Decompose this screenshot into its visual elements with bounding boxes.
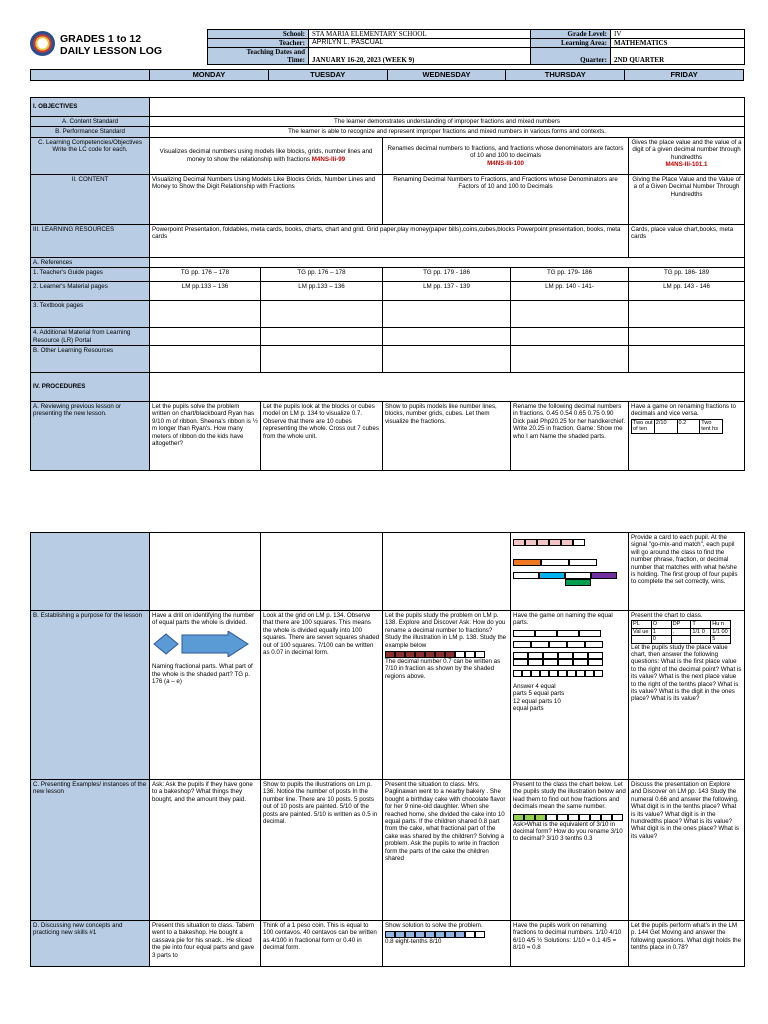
procedures-heading: IV. PROCEDURES	[31, 373, 150, 402]
review-monday: Let the pupils solve the problem written on chart/blackboard Ryan has 9/10 m of ribbon. Sheena's ribbon is ½ m longer than Ryan's. How many meters of ribbon do the kids have altogether?	[150, 402, 261, 471]
teacher-value: APRILYN L. PASCUAL	[309, 39, 531, 48]
discuss-thursday: Have the pupils work on renaming fractions to decimal numbers. 1/10 4/10 6/10 4/5 ½ Solutions: 1/10 = 0.1 4/5 = 8/10 = 0.8	[511, 921, 629, 967]
green-bar	[513, 579, 626, 586]
dates-value: JANUARY 16-20, 2023 (WEEK 9)	[309, 48, 531, 65]
resources-monday: Powerpoint Presentation, foldables, meta cards, books, charts, chart and grid. Grid paper,play money(paper bills),coins,cubes,blocks Powerpoint presentation, books, meta cards	[150, 224, 629, 257]
fri-continued: Provide a card to each pupil. At the signal "go-mix-and match", each pupil will go around the class to find the number phrase, fraction, or decimal number that matches with what he/she is holding. The first group of four pupils to complete the set correctly, wins.	[629, 533, 745, 611]
game-shaded-parts	[511, 533, 629, 611]
resources-friday: Cards, place value chart,books, meta cards	[629, 224, 745, 257]
lm-wednesday: LM pp. 137 - 139	[383, 282, 511, 301]
lc-friday: Gives the place value and the value of a digit of a given decimal number through hundredths M4NS-IIi-101.1	[629, 137, 745, 174]
purpose-tuesday: Look at the grid on LM p. 134. Observe that there are 100 squares. This means the whole is divided equally into 100 squares. There are seven squares shaded out of 100 squares. 7/100 can be written as 0.07 in decimal form.	[261, 611, 383, 780]
purpose-wednesday: Let the pupils study the problem on LM p. 138. Explore and Discover Ask: How do you rename a decimal number to fractions? Study the illustration in LM p. 138. Study the example below The decimal number 0.7 can be written as 7/10 in fraction as shown by the shaded regions above.	[383, 611, 511, 780]
pink-bar	[513, 539, 626, 546]
purpose-thursday: Have the game on naming the equal parts. Answer 4 equal parts 5 equal parts 12 equal parts 10 equal parts	[511, 611, 629, 780]
lm-monday: LM pp.133 – 136	[150, 282, 261, 301]
area-value: MATHEMATICS	[611, 39, 745, 48]
diamond-arrow-shape	[152, 631, 252, 657]
review-friday: Have a game on renaming fractions to decimals and vice versa. Two out of ten 2/10 0.2 Two tent hs	[629, 402, 745, 471]
eight-tenths-strip	[385, 931, 508, 938]
day-monday: MONDAY	[150, 70, 269, 81]
lc-monday: Visualizes decimal numbers using models like blocks, grids, number lines and money to show the relationship with fractions M4NS-IIi-99	[150, 137, 383, 174]
discuss-friday: Let the pupils perform what's in the LM p. 144 Get Moving and answer the following questions. What digit holds the tenths place in 0.78?	[629, 921, 745, 967]
school-value: STA MARIA ELEMENTARY SCHOOL	[309, 30, 531, 39]
tenths-strip	[385, 651, 508, 658]
colored-bar	[513, 572, 626, 579]
purpose-friday: Present the chart to class. PL O DP T Hu n Val ue 1 . 1/1 0 1/1 00 0 5 Let the pupils study the place value chart, then answer the following questions: What is the first place value to the right of the decimal point? What is its value? What is the next place value to the right of the tenths place? What is its value? What is the digit in the ones place? What is its value?	[629, 611, 745, 780]
deped-seal-icon	[30, 31, 55, 56]
discuss-monday: Present this situation to class. Tabern went to a bakeshop. He bought a cassava pie for his snack.. He sliced the pie into four equal parts and gave 3 parts to	[150, 921, 261, 967]
content-friday: Giving the Place Value and the Value of a of a Given Decimal Number Through Hundredths	[629, 174, 745, 224]
objectives-heading: I. OBJECTIVES	[31, 98, 150, 117]
tg-monday: TG pp. 176 – 178	[150, 268, 261, 282]
purpose-monday: Have a drill on identifying the number of equal parts the whole is divided. Naming fractional parts. What part of the whole is the shaded part? TG p. 176 (a – e)	[150, 611, 261, 780]
review-tuesday: Let the pupils look at the blocks or cubes model on LM p. 134 to visualize 0.7. Observe that there are 10 cubes representing the whole. Cross out 7 cubes from the whole unit.	[261, 402, 383, 471]
lc-wednesday: Renames decimal numbers to fractions, and fractions whose denominators are factors of 10 and 100 to decimals M4NS-IIi-100	[383, 137, 629, 174]
review-wednesday: Show to pupils models like number lines, blocks, number grids, cubes. Let them visualize the fractions.	[383, 402, 511, 471]
lm-tuesday: LM pp.133 – 136	[261, 282, 383, 301]
examples-monday: Ask: Ask the pupils if they have gone to a bakeshop? What things they bought, and the amount they paid.	[150, 780, 261, 921]
content-standard: The learner demonstrates understanding of improper fractions and mixed numbers	[150, 117, 745, 127]
lm-thursday: LM pp. 140 - 141-	[511, 282, 629, 301]
day-wednesday: WEDNESDAY	[387, 70, 506, 81]
form-title: GRADES 1 to 12 DAILY LESSON LOG	[60, 33, 163, 57]
header-info-table: School: STA MARIA ELEMENTARY SCHOOL Grade Level: IV Teacher: APRILYN L. PASCUAL Learning Area: MATHEMATICS Teaching Dates and Time: JANUARY 16-20, 2023 (WEEK 9) Quarter: 2ND QUARTER	[207, 29, 745, 65]
grade-value: IV	[611, 30, 745, 39]
equal-parts-10	[513, 670, 626, 677]
three-tenths-strip	[513, 814, 626, 821]
examples-tuesday: Show to pupils the illustrations on Lm p. 136. Notice the number of posts In the number line. There are 10 posts. 5 posts out of 10 posts are painted. 5/10 of the posts are painted. 5/10 is written as 0.5 in decimal.	[261, 780, 383, 921]
lesson-log-table-page1: I. OBJECTIVES A. Content Standard The learner demonstrates understanding of improper fractions and mixed numbers B. Performance Standard The learner is able to recognize and represent improper fractions and mixed numbers in various forms and contexts. C. Learning Competencies/Objectives Write the LC code for each. Visualizes decimal numbers using models like blocks, grids, number lines and money to show the relationship with fractions M4NS-IIi-99 Renames decimal numbers to fractions, and fractions whose denominators are factors of 10 and 100 to decimals M4NS-IIi-100 Gives the place value and the value of a digit of a given decimal number through hundredths M4NS-IIi-101.1 II. CONTENT Visualizing Decimal Numbers Using Models Like Blocks Grids, Number Lines and Money to Show the Digit Relationship with Fractions Renaming Decimal Numbers to Fractions, and Fractions whose Denominators are Factors of 10 and 100 to Decimals Giving the Place Value and the Value of a of a Given Decimal Number Through Hundredths III. LEARNING RESOURCES Powerpoint Presentation, foldables, meta cards, books, charts, chart and grid. Grid paper,play money(paper bills),coins,cubes,blocks Powerpoint presentation, books, meta cards Cards, place value chart,books, meta cards A. References 1. Teacher's Guide pages TG pp. 176 – 178 TG pp. 176 – 178 TG pp. 179 - 186 TG pp. 179- 186 TG pp. 186- 189 2. Learner's Material pages LM pp.133 – 136 LM pp.133 – 136 LM pp. 137 - 139 LM pp. 140 - 141- LM pp. 143 - 146 3. Textbook pages 4. Additional Material from Learning Resource (LR) Portal B. Other Learning Resources IV. PROCEDURES A. Reviewing previous lesson or presenting the new lesson. Let the pupils solve the problem written on chart/blackboard Ryan has 9/10 m of ribbon. Sheena's ribbon is ½ m longer than Ryan's. How many meters of ribbon do the kids have altogether? Let the pupils look at the blocks or cubes model on LM p. 134 to visualize 0.7. Observe that there are 10 cubes representing the whole. Cross out 7 cubes from the whole unit. Show to pupils models like number lines, blocks, number grids, cubes. Let them visualize the fractions. Rename the following decimal numbers in fractions. 0.45 0.54 0.65 0.75 0.90 Dick paid Php20.25 for her handkerchief. Write 20.25 in fraction. Game: Show me who I am Name the shaded parts. Have a game on renaming fractions to decimals and vice versa. Two out of ten 2/10 0.2 Two tent hs	[30, 97, 745, 471]
discuss-wednesday: Show solution to solve the problem. 0.8 eight-tenths 8/10	[383, 921, 511, 967]
day-tuesday: TUESDAY	[268, 70, 387, 81]
discuss-tuesday: Think of a 1 peso coin. This is equal to 100 centavos. 40 centavos can be written as 4/100 in fractional form or 0.40 in decimal form.	[261, 921, 383, 967]
review-friday-table: Two out of ten 2/10 0.2 Two tent hs	[631, 419, 723, 434]
equal-parts-5	[513, 641, 626, 648]
lesson-log-table-page2: Provide a card to each pupil. At the signal "go-mix-and match", each pupil will go around the class to find the number phrase, fraction, or decimal number that matches with what he/she is holding. The first group of four pupils to complete the set correctly, wins. B. Establishing a purpose for the lesson Have a drill on identifying the number of equal parts the whole is divided. Naming fractional parts. What part of the whole is the shaded part? TG p. 176 (a – e) Look at the grid on LM p. 134. Observe that there are 100 squares. This means the whole is divided equally into 100 squares. There are seven squares shaded out of 100 squares. 7/100 can be written as 0.07 in decimal form. Let the pupils study the problem on LM p. 138. Explore and Discover Ask: How do you rename a decimal number to fractions? Study the illustration in LM p. 138. Study the example below The decimal number 0.7 can be written as 7/10 in fraction as shown by the shaded regions above. Have the game on naming the equal parts. Answer 4 equal parts 5 equal parts 12 equal parts 10 equal parts Present the chart to class. PL O DP T Hu n Val ue 1 . 1/1 0 1/1 00 0 5 Let the pupils study the place value chart, then answer the following questions: What is the first place value to the right of the decimal point? What is its value? What is the next place value to the right of the tenths place? What is its value? What is the digit in the ones place? What is its value? C. Presenting Examples/ instances of the new lesson Ask: Ask the pupils if they have gone to a bakeshop? What things they bought, and the amount they paid. Show to pupils the illustrations on Lm p. 136. Notice the number of posts In the number line. There are 10 posts. 5 posts out of 10 posts are painted. 5/10 of the posts are painted. 5/10 is written as 0.5 in decimal. Present the situation to class. Mrs. Paglinawan went to a nearby bakery . She bought a birthday cake with chocolate flavor for her 9 nine-old daughter. When she reached home, she divided the cake into 10 equal parts. If the children shared 0.8 part from the cake, what fractional part of the cake was shared by the children? Solving a problem. Ask the pupils to write in fraction form the parts of the cake the children shared Present to the class the chart below. Let the pupils study the illustration below and lead them to find out how fractions and decimals mean the same number. Ask>What is the equivalent of 3/10 in decimal form? How do you rename 3/10 to decimal? 3/10 3 tenths 0.3 Discuss the presentation on Explore and Discover on LM pp. 143 Study the numeral 0.66 and answer the following. What digit is in the tenths place? What is its value? What digit is in the hundredths place? What is its value? What digit is in the ones place? What is its value? D. Discussing new concepts and practicing new skills #1 Present this situation to class. Tabern went to a bakeshop. He bought a cassava pie for his snack.. He sliced the pie into four equal parts and gave 3 parts to Think of a 1 peso coin. This is equal to 100 centavos. 40 centavos can be written as 4/100 in fractional form or 0.40 in decimal form. Show solution to solve the problem. 0.8 eight-tenths 8/10 Have the pupils work on renaming fractions to decimal numbers. 1/10 4/10 6/10 4/5 ½ Solutions: 1/10 = 0.1 4/5 = 8/10 = 0.8 Let the pupils perform what's in the LM p. 144 Get Moving and answer the following questions. What digit holds the tenths place in 0.78?	[30, 532, 745, 967]
tg-thursday: TG pp. 179- 186	[511, 268, 629, 282]
day-thursday: THURSDAY	[506, 70, 625, 81]
equal-parts-4	[513, 630, 626, 637]
examples-thursday: Present to the class the chart below. Let the pupils study the illustration below and lead them to find out how fractions and decimals mean the same number. Ask>What is the equivalent of 3/10 in decimal form? How do you rename 3/10 to decimal? 3/10 3 tenths 0.3	[511, 780, 629, 921]
review-thursday: Rename the following decimal numbers in fractions. 0.45 0.54 0.65 0.75 0.90 Dick paid Php20.25 for her handkerchief. Write 20.25 in fraction. Game: Show me who I am Name the shaded parts.	[511, 402, 629, 471]
tg-wednesday: TG pp. 179 - 186	[383, 268, 511, 282]
equal-parts-12	[513, 652, 626, 659]
tg-tuesday: TG pp. 176 – 178	[261, 268, 383, 282]
orange-bar	[513, 559, 626, 566]
place-value-chart: PL O DP T Hu n Val ue 1 . 1/1 0 1/1 00 0 5	[631, 620, 731, 643]
content-monday: Visualizing Decimal Numbers Using Models Like Blocks Grids, Number Lines and Money to Show the Digit Relationship with Fractions	[150, 174, 383, 224]
day-friday: FRIDAY	[625, 70, 744, 81]
lm-friday: LM pp. 143 - 146	[629, 282, 745, 301]
performance-standard: The learner is able to recognize and represent improper fractions and mixed numbers in various forms and contexts.	[150, 127, 745, 137]
examples-friday: Discuss the presentation on Explore and Discover on LM pp. 143 Study the numeral 0.66 and answer the following. What digit is in the tenths place? What is its value? What digit is in the hundredths place? What is its value? What digit is in the ones place? What is its value?	[629, 780, 745, 921]
day-header-row	[30, 69, 744, 81]
quarter-value: 2ND QUARTER	[611, 48, 745, 65]
content-wednesday: Renaming Decimal Numbers to Fractions, and Fractions whose Denominators are Factors of 10 and 100 to Decimals	[383, 174, 629, 224]
examples-wednesday: Present the situation to class. Mrs. Paglinawan went to a nearby bakery . She bought a birthday cake with chocolate flavor for her 9 nine-old daughter. When she reached home, she divided the cake into 10 equal parts. If the children shared 0.8 part from the cake, what fractional part of the cake was shared by the children? Solving a problem. Ask the pupils to write in fraction form the parts of the cake the children shared	[383, 780, 511, 921]
tg-friday: TG pp. 186- 189	[629, 268, 745, 282]
